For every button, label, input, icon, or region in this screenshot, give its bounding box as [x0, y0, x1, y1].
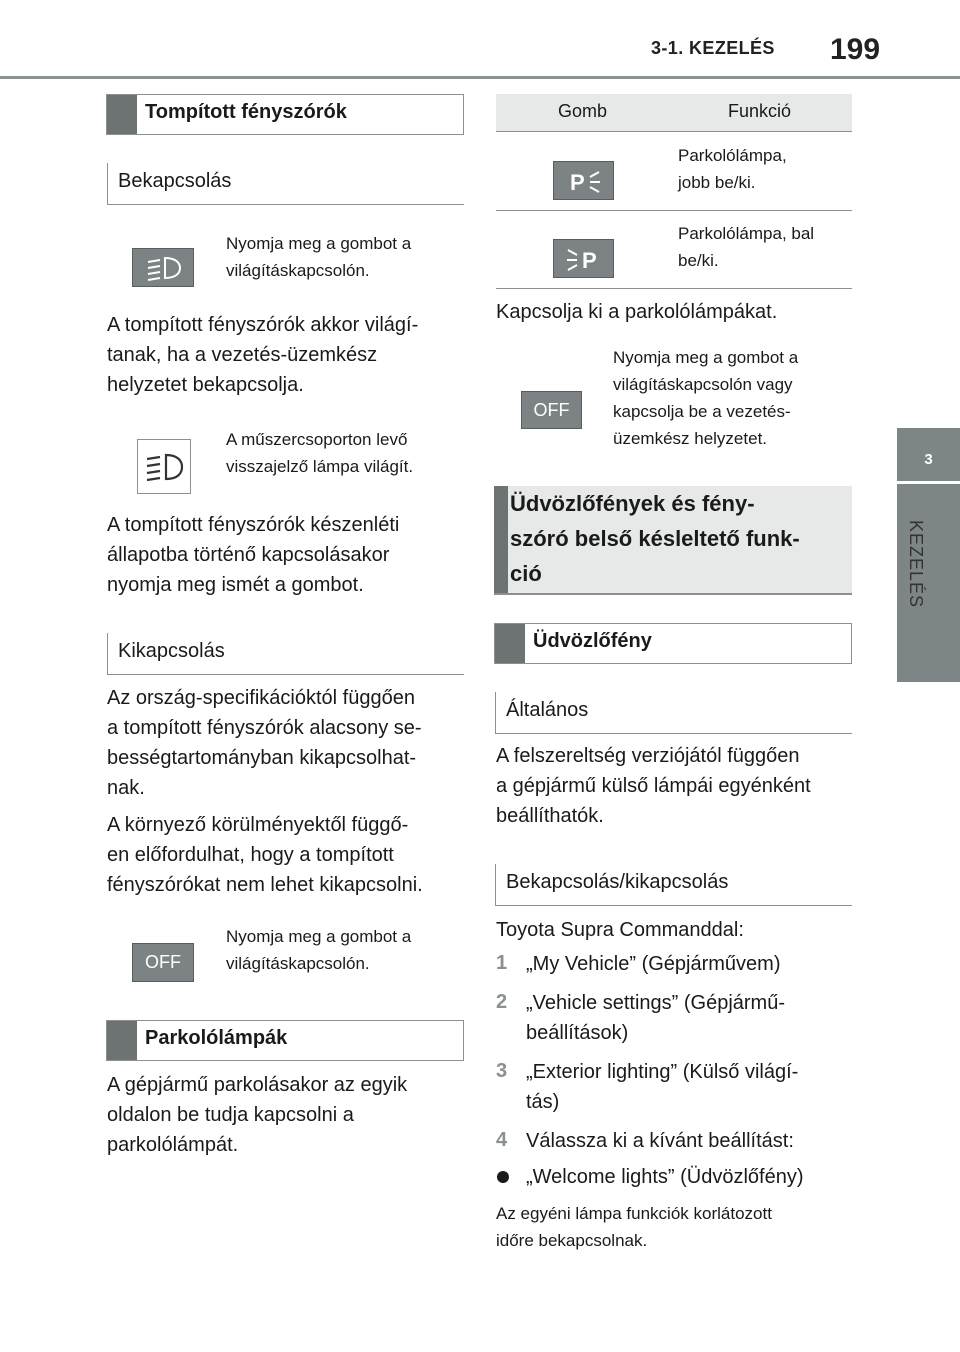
text-line: nyomja meg ismét a gombot. [107, 574, 364, 596]
text-line: a tompított fényszórók alacsony se- [107, 717, 422, 739]
text-line: szóró belső késleltető funk- [510, 526, 800, 551]
heading-bar [495, 624, 525, 663]
text-line: „My Vehicle” (Gépjárművem) [526, 953, 781, 975]
text-line: A gépjármű parkolásakor az egyik [107, 1074, 408, 1096]
text-line: be/ki. [678, 251, 719, 270]
bullet-dot [497, 1171, 509, 1183]
paragraph-switch-off-parking: Kapcsolja ki a parkolólámpákat. [496, 301, 778, 323]
subheading-switch-on: Bekapcsolás [107, 163, 464, 205]
section-title: 3-1. KEZELÉS [651, 38, 775, 58]
text-line: a gépjármű külső lámpái egyénként [496, 775, 811, 797]
page-number: 199 [830, 33, 881, 66]
text-line: Nyomja meg a gombot a [226, 234, 412, 253]
subheading-on-off: Bekapcsolás/kikapcsolás [495, 864, 852, 906]
table-row-divider [496, 210, 852, 211]
text-line: világításkapcsolón vagy [613, 375, 793, 394]
text-line: oldalon be tudja kapcsolni a [107, 1104, 354, 1126]
step-number-1: 1 [496, 952, 508, 974]
paragraph-low-beam-on [107, 310, 467, 400]
heading-low-beam-text: Tompított fényszórók [145, 101, 347, 123]
step-number-2: 2 [496, 991, 508, 1013]
icon-text-1 [226, 230, 456, 284]
text-line: A tompított fényszórók készenléti [107, 514, 400, 536]
text-line: A tompított fényszórók akkor világí- [107, 314, 419, 336]
text-line: nak. [107, 777, 145, 799]
text-line: kapcsolja be a vezetés- [613, 402, 791, 421]
text-line: beállíthatók. [496, 805, 604, 827]
text-line: Válassza ki a kívánt beállítást: [526, 1130, 794, 1152]
text-line: világításkapcsolón. [226, 954, 370, 973]
text-line: beállítások) [526, 1022, 629, 1044]
text-line: visszajelző lámpa világít. [226, 457, 414, 476]
text-line: tás) [526, 1091, 560, 1113]
text-line: időre bekapcsolnak. [496, 1231, 648, 1250]
heading-welcome-light [494, 623, 852, 664]
heading-low-beam [106, 94, 464, 135]
heading-welcome-lights-text [510, 486, 800, 591]
low-beam-button-icon [132, 248, 194, 287]
heading-welcome-lights [494, 486, 852, 595]
icon-text-2 [226, 426, 456, 480]
heading-bar [107, 95, 137, 134]
heading-bar [107, 1021, 137, 1060]
heading-parking-lights [106, 1020, 464, 1061]
svg-text:P: P [581, 247, 597, 272]
subheading-general: Általános [495, 692, 852, 734]
step-text-2 [526, 988, 852, 1048]
step-text-1 [526, 949, 852, 979]
text-line: állapotba történő kapcsolásakor [107, 544, 390, 566]
text-line: fényszórókat nem lehet kikapcsolni. [107, 874, 423, 896]
table-header-function: Funkció [728, 101, 792, 121]
chapter-tab-number: 3 [897, 428, 960, 481]
text-line: A műszercsoporton levő [226, 430, 408, 449]
icon-text-3 [226, 923, 456, 977]
paragraph-standby [107, 510, 467, 600]
step-number-4: 4 [496, 1129, 508, 1151]
text-line: parkolólámpát. [107, 1134, 239, 1156]
off-button-icon: OFF [132, 943, 194, 982]
text-line: Nyomja meg a gombot a [613, 348, 799, 367]
low-beam-indicator-icon [137, 439, 191, 494]
text-line: ció [510, 561, 542, 586]
text-line: „Exterior lighting” (Külső világí- [526, 1061, 799, 1083]
icon-text-off [613, 344, 849, 452]
text-line: Az ország-specifikációktól függően [107, 687, 415, 709]
paragraph-conditions [107, 810, 467, 900]
heading-bar [494, 486, 508, 593]
table-row-1-function [678, 142, 848, 196]
commander-intro: Toyota Supra Commanddal: [496, 919, 744, 941]
header-divider [0, 76, 960, 79]
text-line: „Vehicle settings” (Gépjármű- [526, 992, 785, 1014]
parking-light-right-icon [553, 161, 614, 200]
svg-text:P: P [569, 169, 585, 194]
chapter-tab-label [896, 520, 930, 630]
table-row-divider [496, 288, 852, 289]
paragraph-equipment [496, 741, 856, 831]
off-button-icon: OFF [521, 391, 582, 429]
text-line: Parkolólámpa, [678, 146, 787, 165]
heading-welcome-light-text: Üdvözlőfény [533, 630, 652, 652]
text-line: A környező körülményektől függő- [107, 814, 409, 836]
paragraph-country-spec [107, 683, 467, 803]
text-line: Nyomja meg a gombot a [226, 927, 412, 946]
text-line: A felszereltség verziójától függően [496, 745, 800, 767]
parking-light-left-icon [553, 239, 614, 278]
paragraph-parking [107, 1070, 467, 1160]
table-row-2-function [678, 220, 848, 274]
text-line: világításkapcsolón. [226, 261, 370, 280]
note-text [496, 1200, 852, 1254]
text-line: bességtartományban kikapcsolhat- [107, 747, 417, 769]
step-number-3: 3 [496, 1060, 508, 1082]
step-text-3 [526, 1057, 852, 1117]
subheading-switch-off: Kikapcsolás [107, 633, 464, 675]
text-line: helyzetet bekapcsolja. [107, 374, 304, 396]
text-line: tanak, ha a vezetés-üzemkész [107, 344, 378, 366]
text-line: Az egyéni lámpa funkciók korlátozott [496, 1204, 772, 1223]
bullet-welcome-lights: „Welcome lights” (Üdvözlőfény) [526, 1166, 804, 1188]
text-line: Parkolólámpa, bal [678, 224, 815, 243]
text-line: üzemkész helyzetet. [613, 429, 768, 448]
chapter-tab-label-text: KEZELÉS [906, 520, 926, 609]
text-line: jobb be/ki. [678, 173, 756, 192]
step-text-4 [526, 1126, 852, 1156]
text-line: en előfordulhat, hogy a tompított [107, 844, 394, 866]
text-line: Üdvözlőfények és fény- [510, 491, 755, 516]
heading-parking-lights-text: Parkolólámpák [145, 1027, 288, 1049]
table-header [496, 94, 852, 132]
table-header-button: Gomb [558, 101, 608, 121]
